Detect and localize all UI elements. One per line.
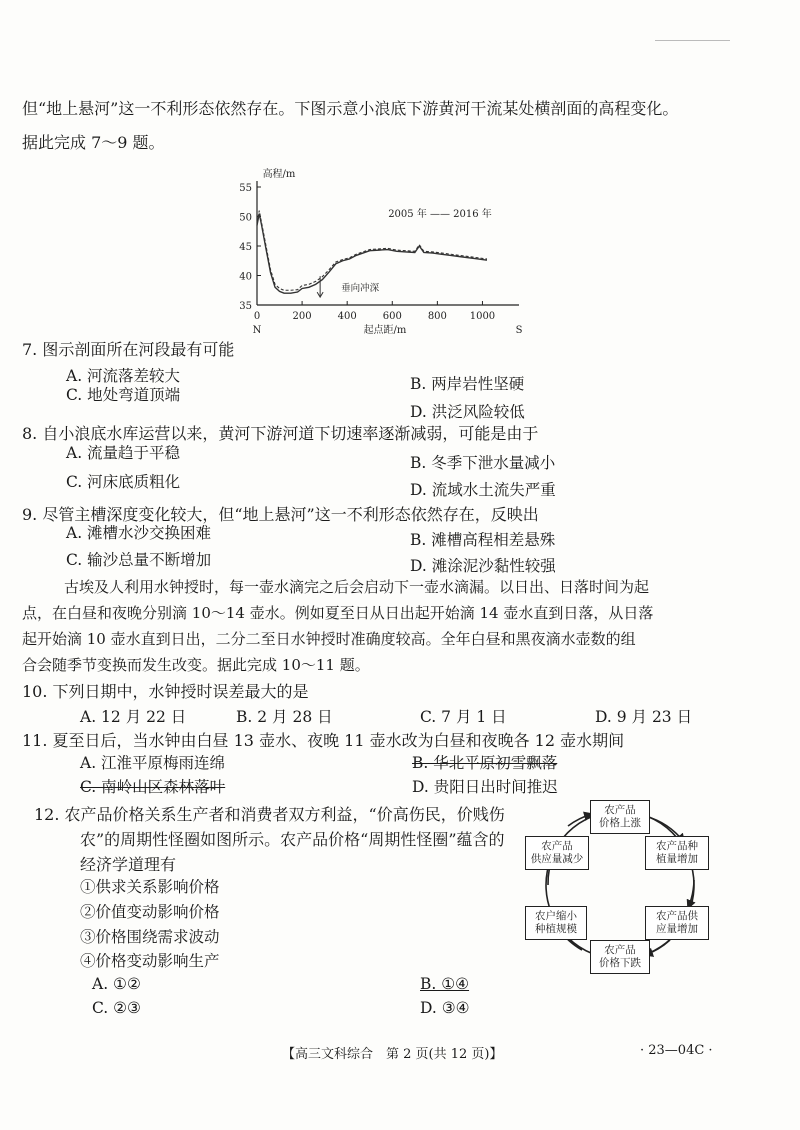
cycle-box-price-up-line2: 价格上涨	[599, 817, 641, 829]
x-axis-label: 起点距/m	[363, 325, 407, 336]
x-origin-label: 0	[253, 311, 261, 322]
q10-option-b[interactable]: B. 2 月 28 日	[236, 708, 333, 726]
passage2-line-2: 点，在白昼和夜晚分别滴 10～14 壶水。例如夏至日从日出起开始滴 14 壶水直到日落，从日落	[22, 604, 654, 622]
q7-stem: 7. 图示剖面所在河段最有可能	[22, 340, 235, 359]
q10-option-d[interactable]: D. 9 月 23 日	[595, 708, 693, 726]
q9-option-d[interactable]: D. 滩涂泥沙黏性较强	[410, 557, 556, 575]
y-tick-label: 55	[239, 183, 252, 194]
q8-stem: 8. 自小浪底水库运营以来，黄河下游河道下切速率逐渐减弱，可能是由于	[22, 424, 539, 443]
cycle-box-price-up-line1: 农产品	[604, 804, 636, 816]
q11-option-c[interactable]: C. 南岭山区森林落叶	[80, 778, 226, 796]
q11-option-b[interactable]: B. 华北平原初雪飘落	[412, 754, 558, 772]
q9-option-a[interactable]: A. 滩槽水沙交换困难	[66, 524, 212, 542]
q11-option-d[interactable]: D. 贵阳日出时间推迟	[412, 778, 558, 796]
south-label: S	[515, 325, 523, 336]
q11-stem: 11. 夏至日后，当水钟由白昼 13 壶水、夜晚 11 壶水改为白昼和夜晚各 12 壶水期间	[22, 731, 625, 750]
cycle-box-price-up	[590, 800, 650, 834]
y-tick-label: 40	[239, 271, 252, 283]
cycle-box-planting-up-line1: 农产品种	[656, 840, 698, 852]
intro-line-1: 但“地上悬河”这一不利形态依然存在。下图示意小浪底下游黄河干流某处横剖面的高程变化。	[22, 99, 679, 118]
footer-page-info: 【高三文科综合 第 2 页(共 12 页)】	[282, 1047, 503, 1062]
footer-code: · 23—04C ·	[640, 1043, 713, 1058]
q8-option-a[interactable]: A. 流量趋于平稳	[66, 444, 181, 462]
q12-stem-3: 经济学道理有	[80, 855, 177, 874]
q12-item-3: ③价格围绕需求波动	[80, 928, 220, 946]
x-tick-label: 600	[382, 311, 402, 322]
q12-stem-1: 12. 农产品价格关系生产者和消费者双方利益，“价高伤民，价贱伤	[34, 805, 505, 824]
q12-item-2: ②价值变动影响价格	[80, 903, 220, 921]
q10-option-c[interactable]: C. 7 月 1 日	[420, 708, 507, 726]
x-tick-label: 800	[427, 311, 447, 322]
q12-item-1: ①供求关系影响价格	[80, 878, 220, 896]
y-tick-label: 35	[239, 301, 252, 312]
q7-option-c[interactable]: C. 地处弯道顶端	[66, 386, 181, 404]
north-label: N	[252, 325, 262, 336]
y-tick-label: 50	[239, 212, 252, 224]
q8-option-d[interactable]: D. 流域水土流失严重	[410, 481, 556, 499]
q9-option-c[interactable]: C. 输沙总量不断增加	[66, 551, 212, 569]
series-line-2016	[257, 214, 487, 294]
q9-option-b[interactable]: B. 滩槽高程相差悬殊	[410, 531, 556, 549]
q7-option-b[interactable]: B. 两岸岩性坚硬	[410, 375, 525, 393]
q9-stem: 9. 尽管主槽深度变化较大，但“地上悬河”这一不利形态依然存在，反映出	[22, 505, 539, 524]
x-tick-label: 400	[337, 311, 357, 322]
q12-option-a[interactable]: A. ①②	[92, 975, 141, 993]
cycle-box-price-down	[590, 940, 650, 974]
cycle-box-supply-down-line2: 供应量减少	[530, 853, 584, 865]
cycle-box-supply-up-line2: 应量增加	[656, 923, 698, 935]
annotation-label: 垂向冲深	[341, 283, 380, 295]
scan-mark	[655, 40, 730, 41]
cycle-box-supply-down	[525, 836, 589, 870]
q7-option-a[interactable]: A. 河流落差较大	[66, 367, 181, 385]
cycle-box-supply-up-line1: 农产品供	[656, 910, 698, 922]
cycle-box-supply-down-line1: 农产品	[541, 840, 573, 852]
intro-line-2: 据此完成 7～9 题。	[22, 133, 165, 152]
passage2-line-4: 合会随季节变换而发生改变。据此完成 10～11 题。	[22, 656, 370, 674]
y-tick-label: 45	[239, 242, 252, 253]
chart-legend: 2005 年 —— 2016 年	[388, 209, 492, 220]
cycle-box-planting-up	[645, 836, 709, 870]
cycle-box-price-down-line2: 价格下跌	[599, 957, 641, 969]
q8-option-c[interactable]: C. 河床底质粗化	[66, 473, 181, 491]
elevation-chart	[225, 165, 545, 345]
x-tick-label: 1000	[469, 311, 496, 322]
x-tick-label: 200	[292, 311, 312, 322]
cycle-box-reduce-planting-line1: 农户缩小	[535, 910, 577, 922]
q12-option-c[interactable]: C. ②③	[92, 999, 141, 1017]
q7-option-d[interactable]: D. 洪泛风险较低	[410, 403, 525, 421]
q12-option-d[interactable]: D. ③④	[420, 999, 470, 1017]
y-axis-label: 高程/m	[262, 169, 296, 180]
passage2-line-1: 古埃及人利用水钟授时，每一壶水滴完之后会启动下一壶水滴漏。以日出、日落时间为起	[64, 578, 650, 596]
cycle-box-price-down-line1: 农产品	[604, 944, 636, 956]
q12-item-4: ④价格变动影响生产	[80, 952, 220, 970]
q8-option-b[interactable]: B. 冬季下泄水量减小	[410, 454, 556, 472]
q10-option-a[interactable]: A. 12 月 22 日	[80, 708, 187, 726]
cycle-arrow-6	[568, 814, 592, 826]
cycle-box-reduce-planting	[525, 906, 587, 940]
cycle-box-reduce-planting-line2: 种植规模	[535, 923, 577, 935]
q12-option-b[interactable]: B. ①④	[420, 975, 470, 993]
q11-option-a[interactable]: A. 江淮平原梅雨连绵	[80, 754, 226, 772]
q12-stem-2: 农”的周期性怪圈如图所示。农产品价格“周期性怪圈”蕴含的	[80, 830, 505, 849]
passage2-line-3: 起开始滴 10 壶水直到日出，二分二至日水钟授时准确度较高。全年白昼和黑夜滴水壶数的组	[22, 630, 636, 648]
q10-stem: 10. 下列日期中，水钟授时误差最大的是	[22, 682, 309, 701]
cycle-box-supply-up	[645, 906, 709, 940]
cycle-box-planting-up-line2: 植量增加	[656, 853, 698, 865]
